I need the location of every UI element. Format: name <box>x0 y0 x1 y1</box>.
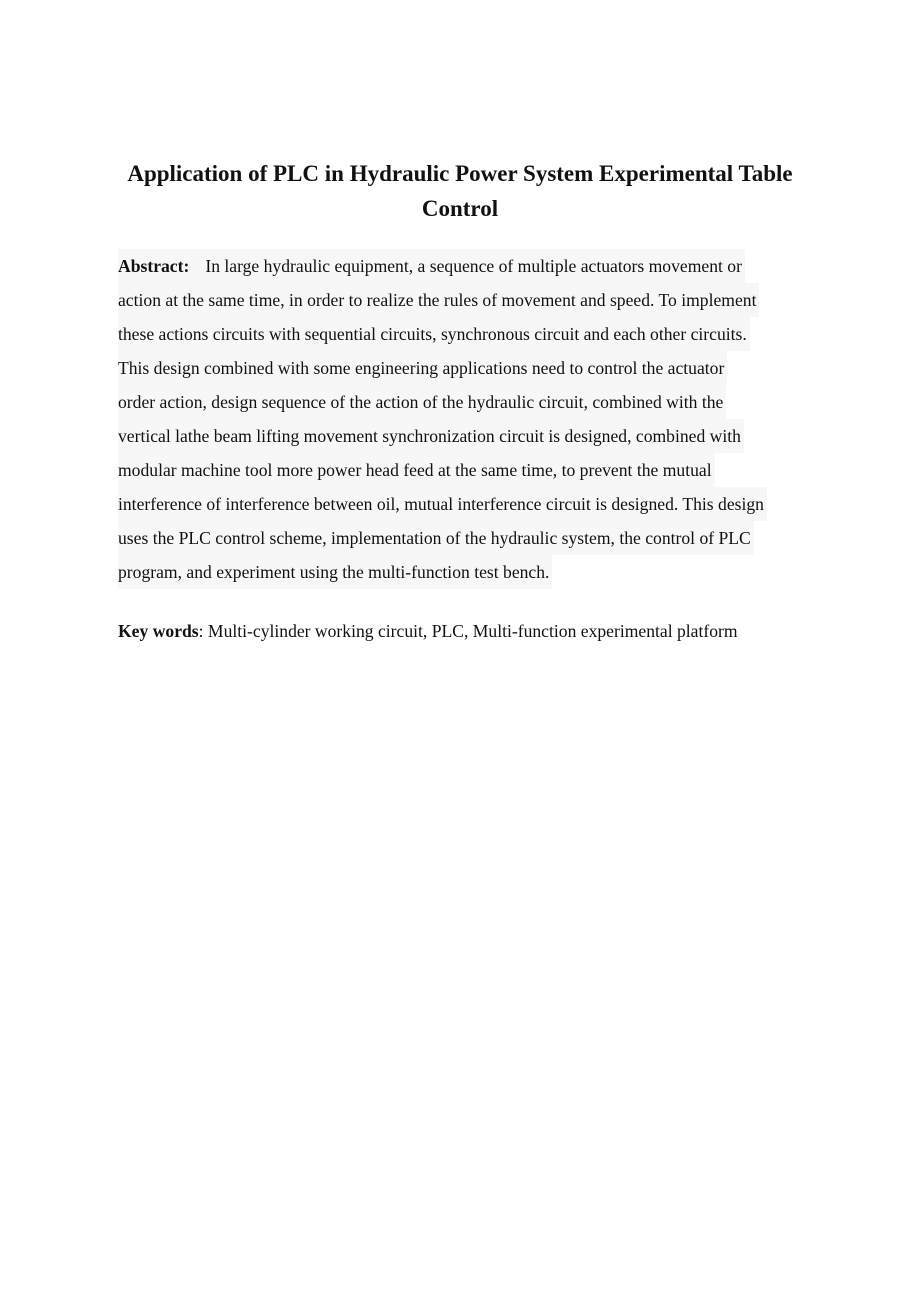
abstract-line: interference of interference between oil, mutual interference circuit is designed. This design <box>118 487 767 521</box>
keywords-label: Key words <box>118 621 199 641</box>
abstract-line <box>118 249 745 283</box>
keywords-section <box>118 614 818 648</box>
abstract-line: action at the same time, in order to realize the rules of movement and speed. To implement <box>118 283 759 317</box>
abstract-line: program, and experiment using the multi-function test bench. <box>118 555 552 589</box>
keywords-text: : Multi-cylinder working circuit, PLC, Multi-function experimental platform <box>198 621 738 641</box>
abstract-line: This design combined with some engineering applications need to control the actuator <box>118 351 727 385</box>
abstract-line: modular machine tool more power head feed at the same time, to prevent the mutual <box>118 453 715 487</box>
abstract-line: these actions circuits with sequential circuits, synchronous circuit and each other circuits. <box>118 317 750 351</box>
abstract-label: Abstract: <box>118 256 190 276</box>
abstract-section <box>118 249 808 589</box>
abstract-line: vertical lathe beam lifting movement synchronization circuit is designed, combined with <box>118 419 744 453</box>
abstract-line: uses the PLC control scheme, implementation of the hydraulic system, the control of PLC <box>118 521 754 555</box>
paper-title: Application of PLC in Hydraulic Power System Experimental Table Control <box>127 161 793 221</box>
abstract-text: In large hydraulic equipment, a sequence of multiple actuators movement or <box>205 256 742 276</box>
abstract-line: order action, design sequence of the action of the hydraulic circuit, combined with the <box>118 385 726 419</box>
